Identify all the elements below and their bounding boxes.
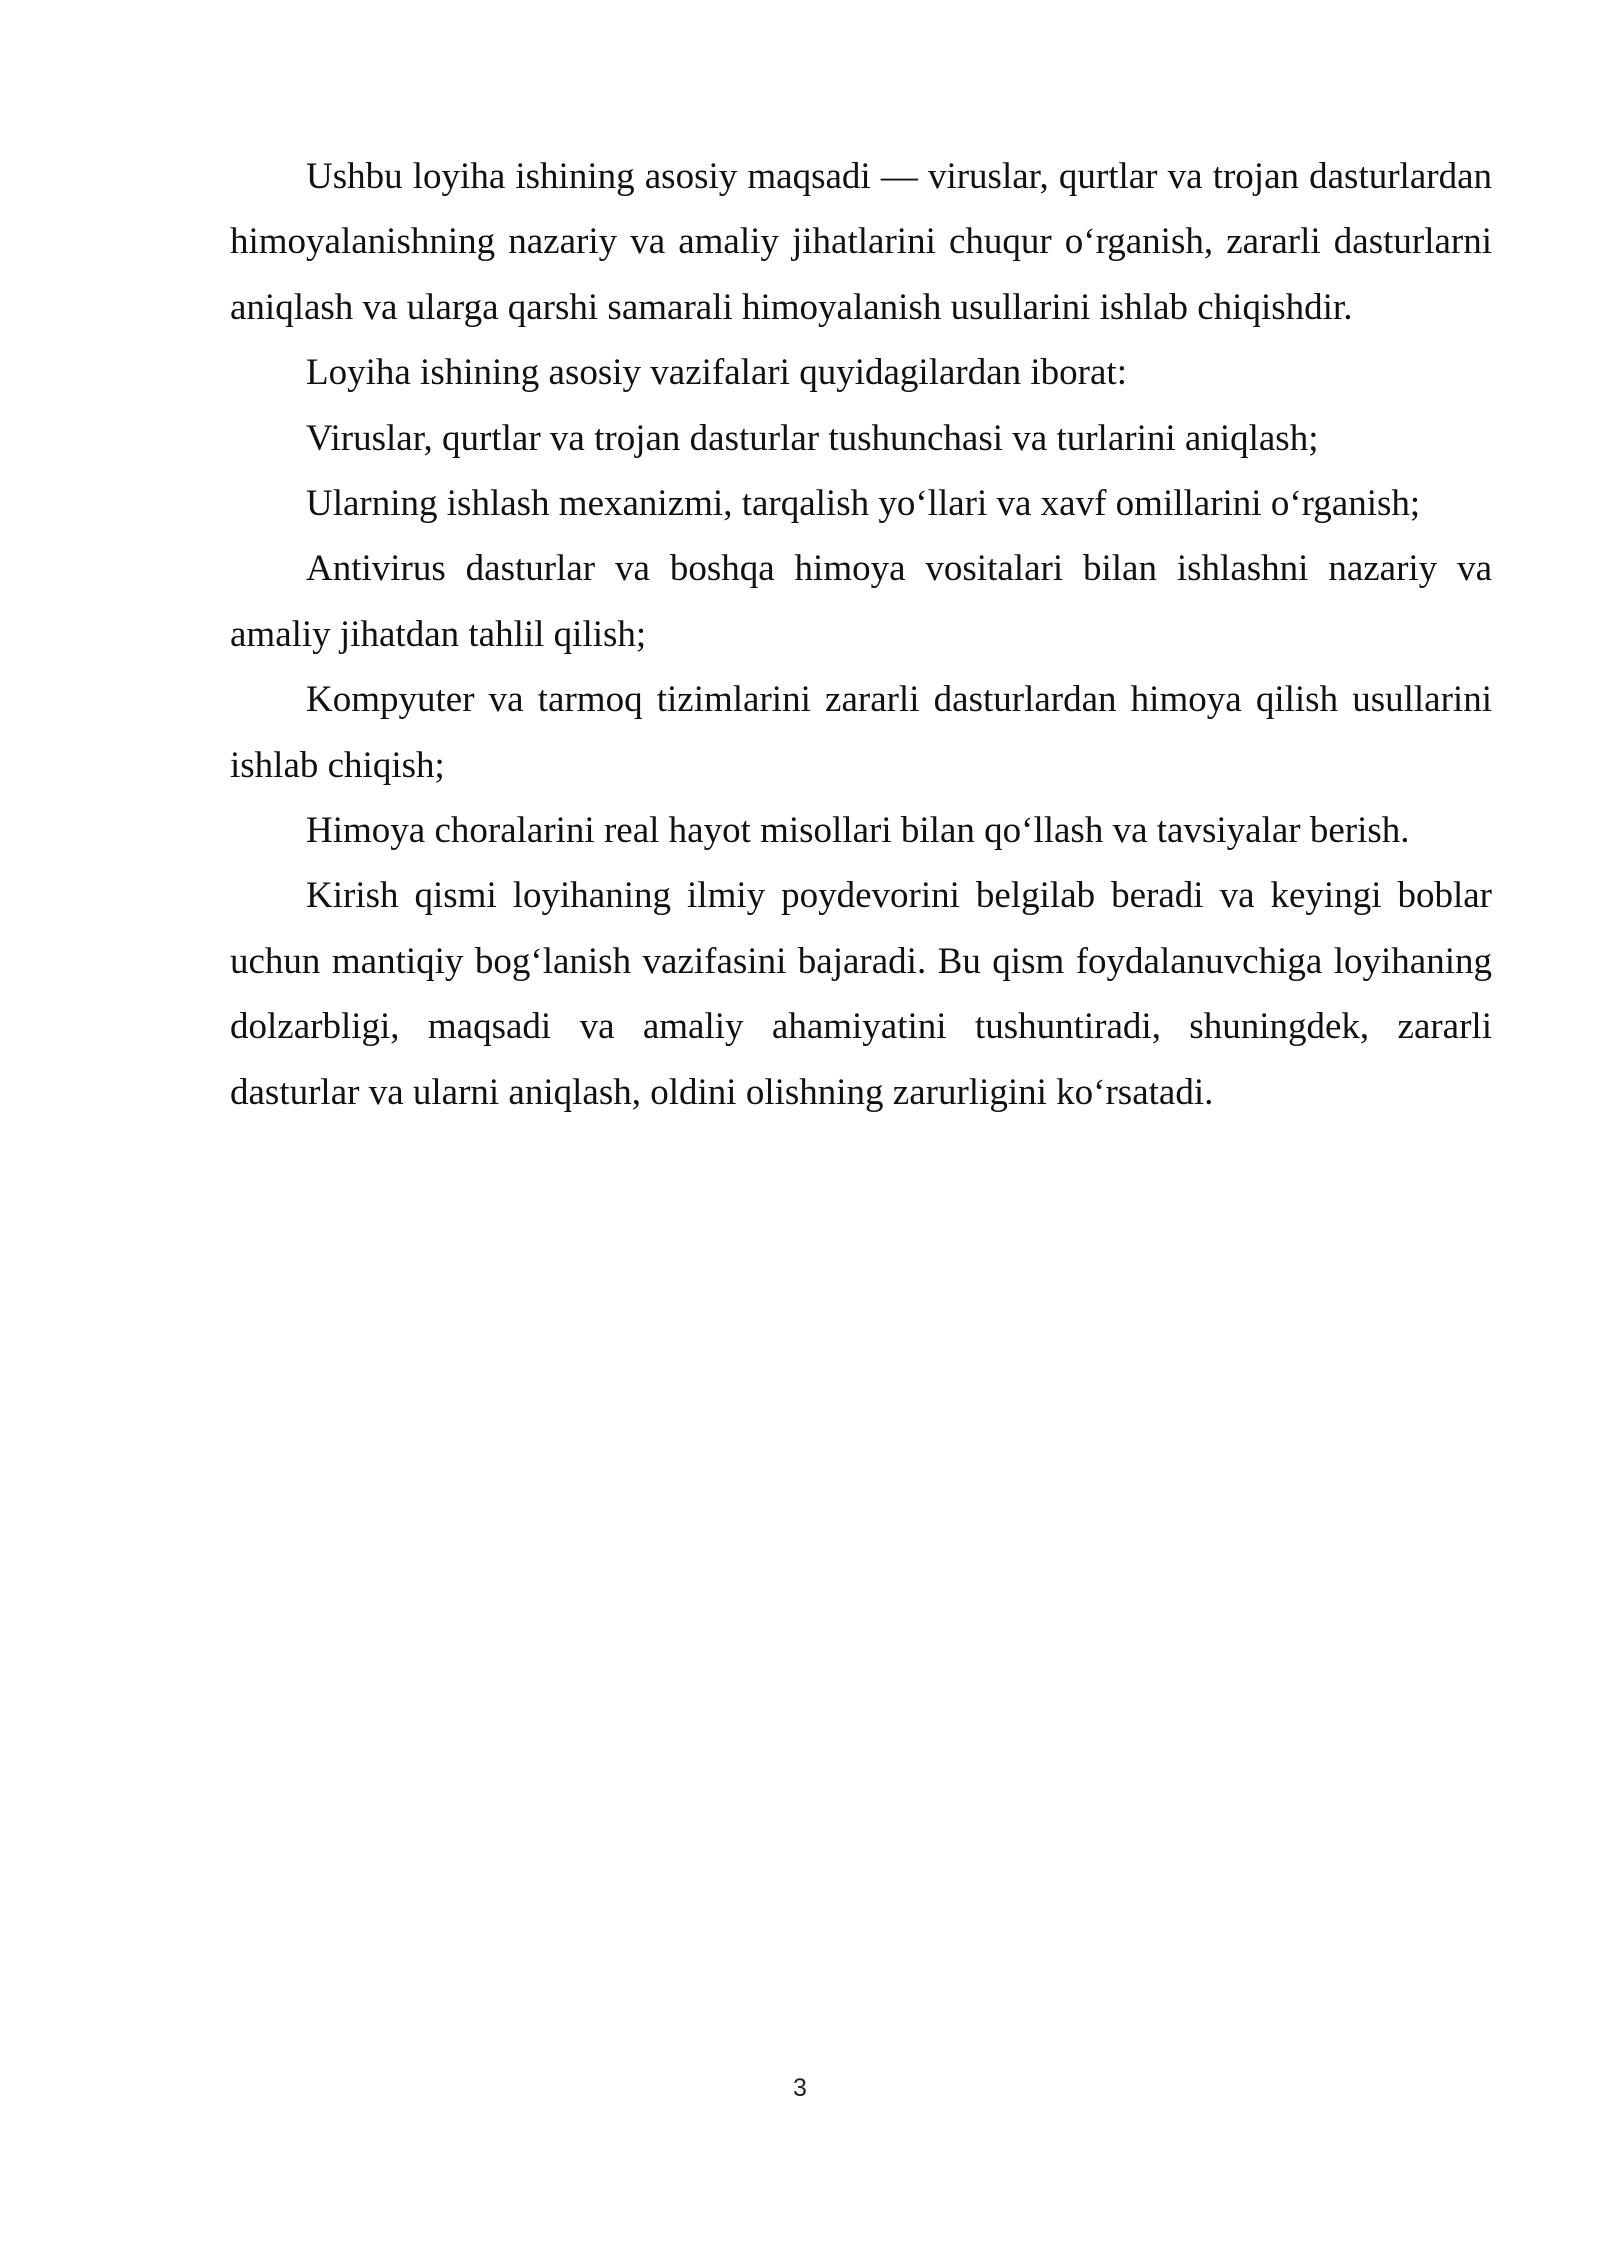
document-body xyxy=(230,144,1492,1125)
paragraph-task-5: Himoya choralarini real hayot misollari bilan qo‘llash va tavsiyalar berish. xyxy=(306,810,1410,852)
paragraph-tasks-intro: Loyiha ishining asosiy vazifalari quyidagilardan iborat: xyxy=(306,352,1127,394)
paragraph-conclusion: Kirish qismi loyihaning ilmiy poydevorini belgilab beradi va keyingi boblar uchun mantiqiy bog‘lanish vazifasini bajaradi. Bu qism foydalanuvchiga loyihaning dolzarbligi, maqsadi va amaliy ahamiyatini tushuntiradi, shuningdek, zararli dasturlar va ularni aniqlash, oldini olishning zarurligini ko‘rsatadi. xyxy=(230,875,1492,1113)
page-number: 3 xyxy=(793,2074,807,2102)
paragraph-task-4: Kompyuter va tarmoq tizimlarini zararli dasturlardan himoya qilish usullarini ishlab chiqish; xyxy=(230,679,1492,786)
paragraph-goal: Ushbu loyiha ishining asosiy maqsadi — viruslar, qurtlar va trojan dasturlardan himoyalanishning nazariy va amaliy jihatlarini chuqur o‘rganish, zararli dasturlarni aniqlash va ularga qarshi samarali himoyalanish usullarini ishlab chiqishdir. xyxy=(230,156,1492,328)
paragraph-task-2: Ularning ishlash mexanizmi, tarqalish yo‘llari va xavf omillarini o‘rganish; xyxy=(306,483,1421,525)
paragraph-task-3: Antivirus dasturlar va boshqa himoya vositalari bilan ishlashni nazariy va amaliy jihatdan tahlil qilish; xyxy=(230,548,1492,655)
paragraph-task-1: Viruslar, qurtlar va trojan dasturlar tushunchasi va turlarini aniqlash; xyxy=(306,417,1319,459)
